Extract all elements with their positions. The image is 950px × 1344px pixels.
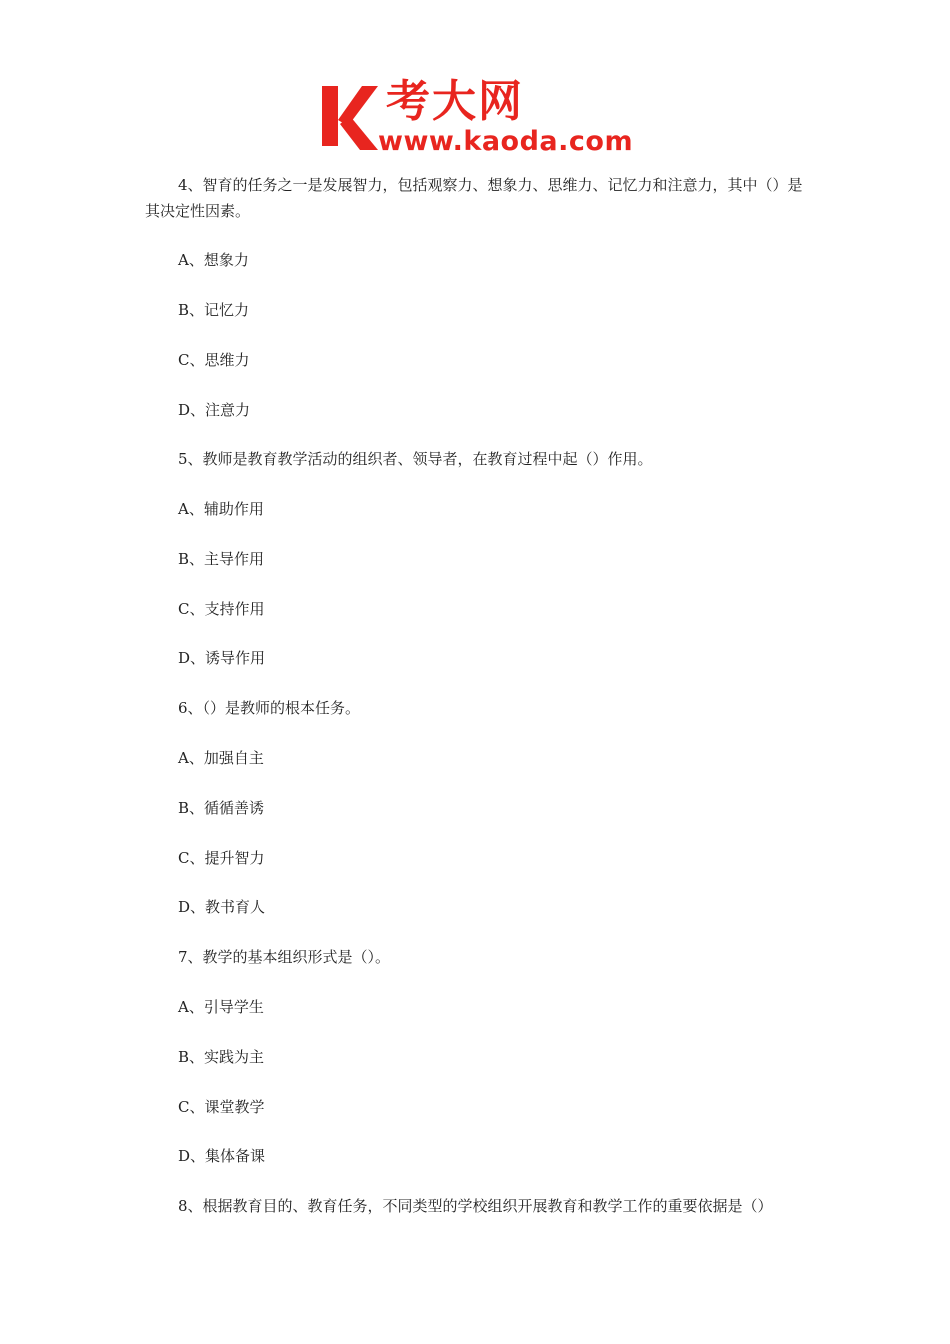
question-7-option-d: D、集体备课: [178, 1147, 266, 1165]
question-6-option-c: C、提升智力: [178, 849, 265, 867]
question-6-option-d: D、教书育人: [178, 898, 266, 916]
kaoda-logo: [318, 76, 638, 158]
question-4-option-a: A、想象力: [178, 251, 249, 269]
logo-chinese-name: 考大网: [386, 76, 524, 127]
k-logo-icon: [318, 80, 380, 152]
question-8-stem: 8、根据教育目的、教育任务，不同类型的学校组织开展教育和教学工作的重要依据是（）: [178, 1197, 773, 1215]
question-5-stem: 5、教师是教育教学活动的组织者、领导者，在教育过程中起（）作用。: [178, 450, 653, 468]
question-4-option-c: C、思维力: [178, 351, 250, 369]
question-5-option-c: C、支持作用: [178, 600, 265, 618]
question-6-option-b: B、循循善诱: [178, 799, 265, 817]
question-4-option-d: D、注意力: [178, 401, 251, 419]
question-7-stem: 7、教学的基本组织形式是（）。: [178, 948, 391, 966]
question-7-option-b: B、实践为主: [178, 1048, 265, 1066]
question-4-option-b: B、记忆力: [178, 301, 250, 319]
question-4-stem: 4、智育的任务之一是发展智力，包括观察力、想象力、思维力、记忆力和注意力，其中（）是其决定性因素。: [145, 176, 803, 220]
logo-url: www.kaoda.com: [378, 126, 634, 157]
question-6-option-a: A、加强自主: [178, 749, 264, 767]
question-7-option-a: A、引导学生: [178, 998, 264, 1016]
question-5-option-b: B、主导作用: [178, 550, 265, 568]
question-5-option-d: D、诱导作用: [178, 649, 266, 667]
question-5-option-a: A、辅助作用: [178, 500, 264, 518]
question-7-option-c: C、课堂教学: [178, 1098, 265, 1116]
question-6-stem: 6、（）是教师的根本任务。: [178, 699, 361, 717]
